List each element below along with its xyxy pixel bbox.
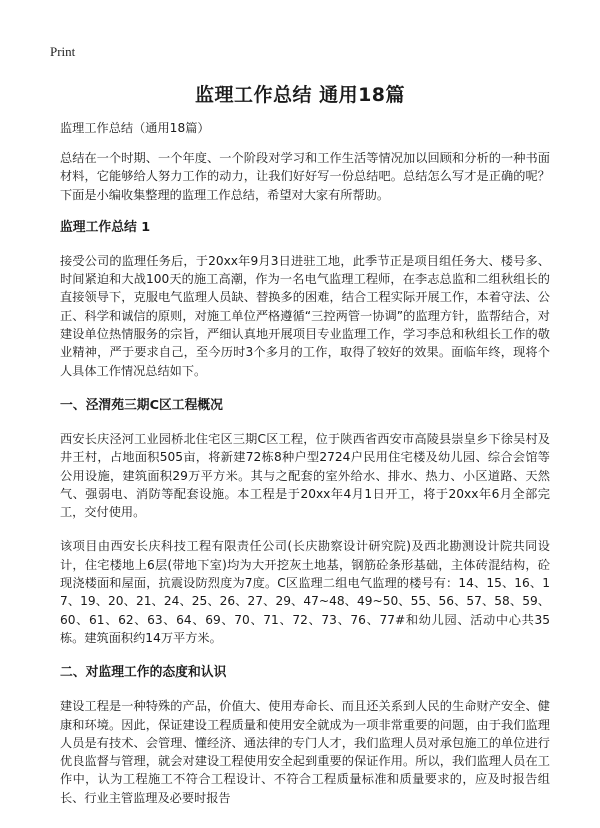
page-title: 监理工作总结 通用18篇: [194, 84, 406, 106]
summary-1-paragraph: 接受公司的监理任务后，于20xx年9月3日进驻工地，此季节正是项目组任务大、楼号多、时间紧迫和大战100天的施工高潮，作为一名电气监理工程师，在李志总监和二组秋组长的直接领导下，克服电气监理人员缺、替换多的困难，结合工程实际开展工作，本着守法、公正、科学和诚信的原则，对施工单位严格遵循“三控两管一协调”的监理方针，监帮结合，对建设单位热情服务的宗旨，严细认真地开展项目专业监理工作，学习李总和秋组长工作的敬业精神，严于要求自己，至今历时3个多月的工作，取得了较好的效果。面临年终，现将个人具体工作情况总结如下。: [60, 253, 550, 378]
print-link[interactable]: Print: [50, 44, 76, 59]
section-heading-attitude: 二、对监理工作的态度和认识: [60, 665, 227, 681]
attitude-paragraph: 建设工程是一种特殊的产品，价值大、使用寿命长、而且还关系到人民的生命财产安全、健康和环境。因此，保证建设工程质量和使用安全就成为一项非常重要的问题，由于我们监理人员是有技术、会管理、懂经济、通法律的专门人才，我们监理人员对承包施工的单位进行优良监督与管理，就会对建设工程使用安全起到重要的保证作用。所以，我们监理人员在工作中，认为工程施工不符合工程设计、不符合工程质量标准和质量要求的，应及时报告组长、行业主管监理及必要时报告: [60, 699, 550, 805]
document-body: [60, 118, 550, 807]
section-heading-summary-1: 监理工作总结 1: [60, 219, 151, 235]
project-overview-paragraph-1: 西安长庆泾河工业园桥北住宅区三期C区工程，位于陕西省西安市高陵县崇皇乡下徐吴村及井王村，占地面积505亩，将新建72栋8种户型2724户民用住宅楼及幼儿园、综合会馆等公用设施，建筑面积29万平方米。其与之配套的室外给水、排水、热力、小区道路、天然气、强弱电、消防等配套设施。本工程是于20xx年4月1日开工，将于20xx年6月全部完工，交付使用。: [60, 431, 550, 520]
intro-paragraph: 总结在一个时期、一个年度、一个阶段对学习和工作生活等情况加以回顾和分析的一种书面材料，它能够给人努力工作的动力，让我们好好写一份总结吧。总结怎么写才是正确的呢？下面是小编收集整理的监理工作总结，希望对大家有所帮助。: [60, 151, 550, 202]
project-overview-paragraph-2: 该项目由西安长庆科技工程有限责任公司(长庆勘察设计研究院)及西北勘测设计院共同设计，住宅楼地上6层(带地下室)均为大开挖灰土地基，钢筋砼条形基础，主体砖混结构，砼现浇楼面和屋面，抗震设防烈度为7度。C区监理二组电气监理的楼号有：14、15、16、17、19、20、21、24、25、26、27、29、47~48、49~50、55、56、57、58、59、60、61、62、63、64、69、70、71、72、73、76、77#和幼儿园、活动中心共35栋。建筑面积约14万平方米。: [60, 539, 550, 645]
document-subtitle: 监理工作总结（通用18篇）: [60, 121, 210, 135]
section-heading-project-overview: 一、泾渭苑三期C区工程概况: [60, 397, 223, 413]
